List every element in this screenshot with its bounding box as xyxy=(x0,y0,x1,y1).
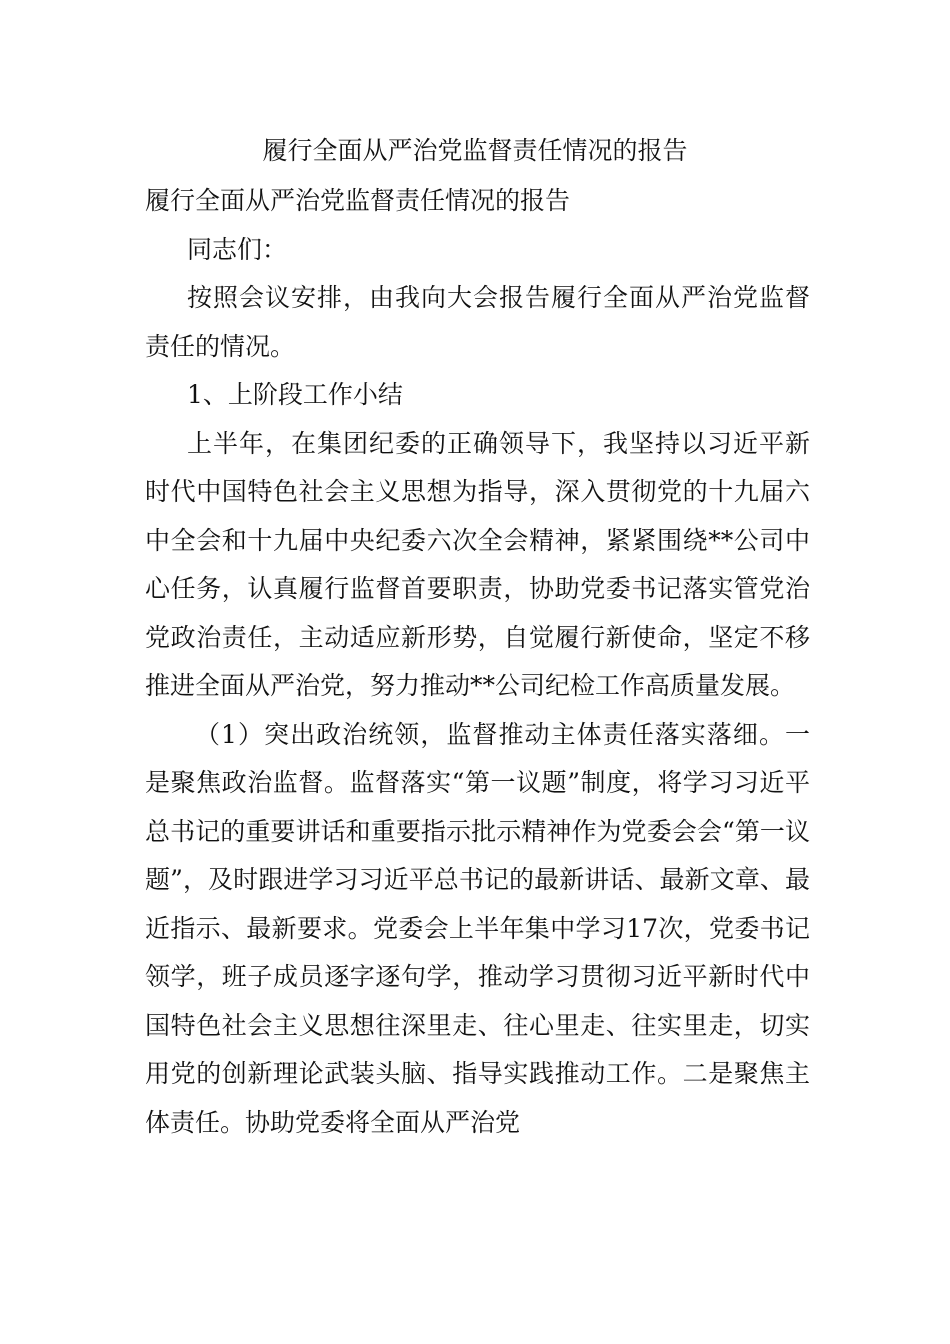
paragraph-political-supervision: （1）突出政治统领，监督推动主体责任落实落细。一是聚焦政治监督。监督落实“第一议题”制度，将学习习近平总书记的重要讲话和重要指示批示精神作为党委会会“第一议题”，及时跟进学习习近平总书记的最新讲话、最新文章、最近指示、最新要求。党委会上半年集中学习17次，党委书记领学，班子成员逐字逐句学，推动学习贯彻习近平新时代中国特色社会主义思想往深里走、往心里走、往实里走，切实用党的创新理论武装头脑、指导实践推动工作。二是聚焦主体责任。协助党委将全面从严治党 xyxy=(145,719,810,1137)
section-heading: 1、上阶段工作小结 xyxy=(187,380,403,409)
paragraph-summary: 上半年，在集团纪委的正确领导下，我坚持以习近平新时代中国特色社会主义思想为指导，深入贯彻党的十九届六中全会和十九届中央纪委六次全会精神，紧紧围绕**公司中心任务，认真履行监督首要职责，协助党委书记落实管党治党政治责任，主动适应新形势，自觉履行新使命，坚定不移推进全面从严治党，努力推动**公司纪检工作高质量发展。 xyxy=(145,428,810,700)
document-title: 履行全面从严治党监督责任情况的报告 xyxy=(262,136,688,165)
paragraph-intro: 按照会议安排，由我向大会报告履行全面从严治党监督责任的情况。 xyxy=(145,283,810,361)
document-body xyxy=(145,177,810,1147)
document-subtitle: 履行全面从严治党监督责任情况的报告 xyxy=(145,186,571,215)
salutation: 同志们： xyxy=(187,234,288,264)
